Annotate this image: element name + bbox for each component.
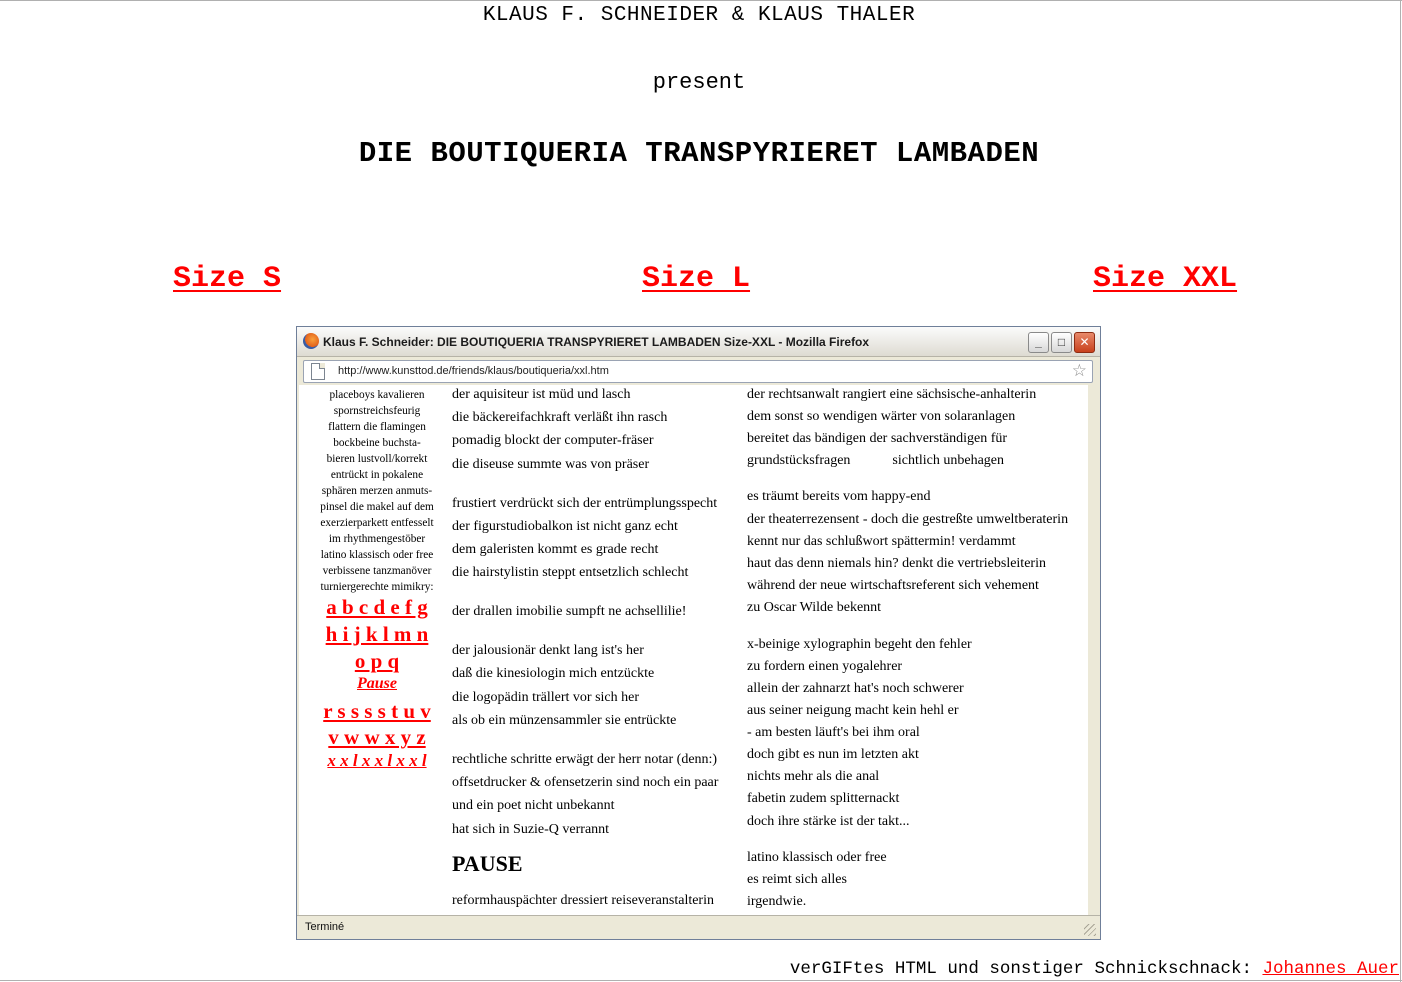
maximize-icon: □	[1051, 332, 1072, 353]
browser-titlebar	[297, 327, 1100, 357]
frame-right-border	[1400, 0, 1401, 982]
poem-line: zu Oscar Wilde bekennt	[747, 600, 882, 615]
poem-line: es träumt bereits vom happy-end	[747, 489, 931, 504]
intro-line: placeboys kavalieren	[329, 389, 425, 401]
poem-line: die hairstylistin steppt entsetzlich schlecht	[452, 565, 689, 580]
frame-bottom-border	[0, 980, 1402, 981]
bookmark-star-icon: ☆	[1071, 361, 1087, 380]
poem-line: es reimt sich alles	[747, 872, 847, 887]
resize-grip-icon	[1084, 924, 1096, 936]
close-icon: ✕	[1074, 332, 1095, 353]
intro-line: turniergerechte mimikry:	[320, 581, 434, 593]
poem-line: nichts mehr als die anal	[747, 769, 880, 784]
poem-line: haut das denn niemals hin? denkt die vertriebsleiterin	[747, 556, 1046, 571]
browser-scrollbar	[1089, 385, 1098, 915]
poem-line: daß die kinesiologin mich entzückte	[452, 666, 655, 681]
poem-line: die bäckereifachkraft verläßt ihn rasch	[452, 410, 668, 425]
poem-line: zu fordern einen yogalehrer	[747, 659, 903, 674]
poem-line: die logopädin trällert vor sich her	[452, 690, 639, 705]
intro-line: bieren lustvoll/korrekt	[326, 453, 428, 465]
footer-text: verGIFtes HTML und sonstiger Schnickschnack:	[789, 959, 1263, 979]
pause-link: Pause	[357, 675, 397, 692]
firefox-icon	[303, 333, 319, 349]
size-xxl-link[interactable]: Size XXL	[1093, 262, 1238, 296]
poem-line: und ein poet nicht unbekannt	[452, 798, 615, 813]
poem-line: grundstücksfragen sichtlich unbehagen	[747, 453, 1004, 468]
poem-line: offsetdrucker & ofensetzerin sind noch ein paar	[452, 775, 719, 790]
intro-line: spornstreichsfeurig	[333, 405, 421, 417]
poem-intro	[305, 387, 449, 595]
intro-line: bockbeine buchsta-	[333, 437, 421, 449]
minimize-icon: _	[1028, 332, 1049, 353]
intro-line: verbissene tanzmanöver	[322, 565, 432, 577]
poem-line: hat sich in Suzie-Q verrannt	[452, 822, 610, 837]
poem-line: irgendwie.	[747, 894, 807, 909]
poem-line: die diseuse summte was von präser	[452, 457, 650, 472]
frame-top-border	[0, 0, 1402, 1]
intro-line: flattern die flamingen	[328, 421, 426, 433]
browser-status-text: Terminé	[305, 921, 345, 933]
xxl-links-row: x x l x x l x x l	[327, 751, 427, 770]
intro-line: entrückt in pokalene	[330, 469, 424, 481]
poem-line: der drallen imobilie sumpft ne achsellilie!	[452, 604, 687, 619]
intro-line: exerzierparkett entfesselt	[320, 517, 434, 529]
poem-line: doch gibt es nun im letzten akt	[747, 747, 919, 762]
poem-line: dem sonst so wendigen wärter von solaranlagen	[747, 409, 1016, 424]
poem-line: x-beinige xylographin begeht den fehler	[747, 637, 972, 652]
poem-line: doch ihre stärke ist der takt...	[747, 814, 910, 829]
poem-line: der theaterrezensent - doch die gestreßte umweltberaterin	[747, 512, 1069, 527]
size-s-link[interactable]: Size S	[173, 262, 282, 296]
poem-line: reformhauspächter dressiert reiseveranstalterin	[452, 893, 714, 908]
poem-line: frustiert verdrückt sich der entrümplungsspecht	[452, 496, 718, 511]
footer-credit	[790, 959, 1399, 979]
present-text: present	[652, 70, 746, 95]
size-l-link[interactable]: Size L	[642, 262, 751, 296]
poem-line: fabetin zudem splitternackt	[747, 791, 900, 806]
poem-line: während der neue wirtschaftsreferent sich vehement	[747, 578, 1039, 593]
authors-heading: KLAUS F. SCHNEIDER & KLAUS THALER	[482, 4, 916, 27]
poem-line: allein der zahnarzt hat's noch schwerer	[747, 681, 964, 696]
letter-links-row: a b c d e f g	[326, 595, 428, 619]
poem-line: bereitet das bändigen der sachverständigen für	[747, 431, 1008, 446]
page-icon	[311, 363, 325, 380]
johannes-auer-link[interactable]: Johannes Auer	[1262, 959, 1399, 979]
poem-line: - am besten läuft's bei ihm oral	[747, 725, 920, 740]
poem-line: rechtliche schritte erwägt der herr notar (denn:)	[452, 752, 718, 767]
letter-links-row: v w w x y z	[328, 725, 426, 749]
intro-line: pinsel die makel auf dem	[320, 501, 434, 513]
poem-line: als ob ein münzensammler sie entrückte	[452, 713, 677, 728]
browser-screenshot	[296, 326, 1101, 940]
pause-heading: PAUSE	[452, 851, 523, 876]
page-title: DIE BOUTIQUERIA TRANSPYRIERET LAMBADEN	[358, 137, 1040, 170]
letter-links-row: h i j k l m n	[325, 622, 429, 646]
poem-line: pomadig blockt der computer-fräser	[452, 433, 654, 448]
intro-line: sphären merzen anmuts-	[321, 485, 433, 497]
poem-line: kennt nur das schlußwort spättermin! verdammt	[747, 534, 1016, 549]
poem-line: der rechtsanwalt rangiert eine sächsische-anhalterin	[747, 387, 1037, 402]
letter-links-row: r s s s s t u v	[323, 699, 431, 723]
browser-status-bar	[297, 915, 1100, 939]
browser-window-title: Klaus F. Schneider: DIE BOUTIQUERIA TRANSPYRIERET LAMBADEN Size-XXL - Mozilla Firefox	[323, 335, 870, 349]
letter-links-row: o p q	[354, 649, 400, 673]
poem-line: aus seiner neigung macht kein hehl er	[747, 703, 959, 718]
poem-line: dem galeristen kommt es grade recht	[452, 542, 659, 557]
poem-line: latino klassisch oder free	[747, 850, 887, 865]
browser-url-bar	[303, 360, 1093, 383]
poem-line: der figurstudiobalkon ist nicht ganz echt	[452, 519, 678, 534]
intro-line: latino klassisch oder free	[320, 549, 434, 561]
browser-content	[299, 385, 1088, 915]
intro-line: im rhythmengestöber	[328, 533, 426, 545]
browser-url: http://www.kunsttod.de/friends/klaus/boutiqueria/xxl.htm	[338, 365, 609, 377]
poem-line: der aquisiteur ist müd und lasch	[452, 387, 631, 402]
poem-line: der jalousionär denkt lang ist's her	[452, 643, 644, 658]
